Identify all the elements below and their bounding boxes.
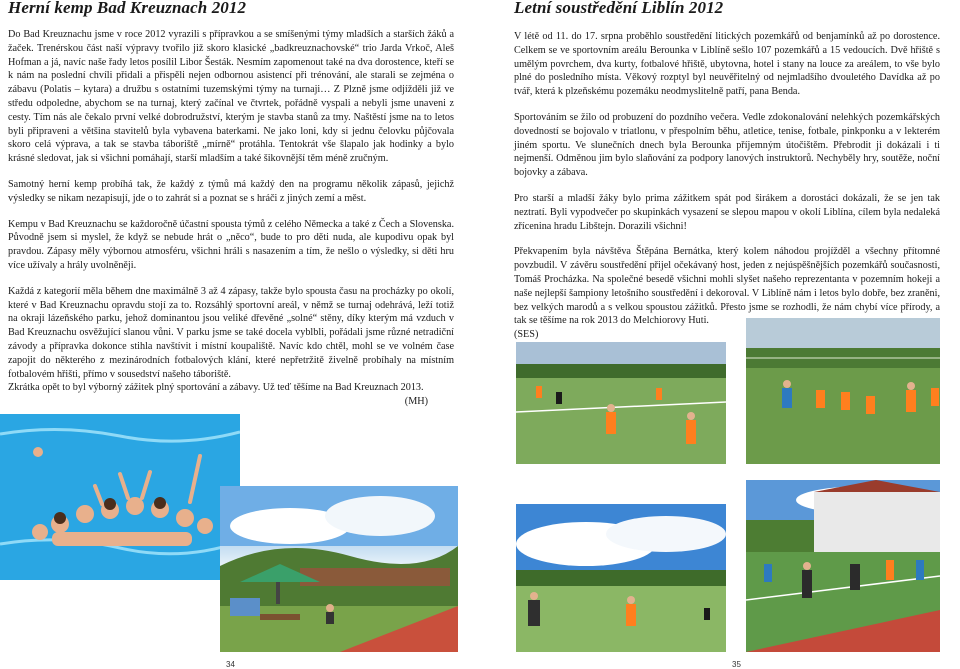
- left-paragraph-3: Kempu v Bad Kreuznachu se každoročně účastní spousta týmů z celého Německa a také z Čech a Slovenska. Původně jsem si myslel, že když se nebude hrát o „něco“, bude to pro děti nuda, ale kupodivu opak byl pravdou. Zápasy měly výbornou atmosféru, všichni hráli s nasazením a tím, že nešlo o výsledky, si děti hru více užívaly a hrály uvolněněji.: [8, 218, 454, 271]
- right-paragraph-2: Sportováním se žilo od probuzení do pozdního večera. Vedle zdokonalování nelehkých pozemkářských dovedností se bojovalo v triatlonu, v přespolním běhu, atletice, tenise, fotbale, pinkponku a v lekterém jiném sportu. Ve slunečních dnech byla Berounka příjemným útočištěm. Přebrodit ji dokázali i ti nejmenší. Odměnou jim bylo slaňování za podpory lanových instruktorů. Nechyběly hry, soutěže, noční bojovky a zábava.: [514, 111, 940, 179]
- left-signature: (MH): [404, 396, 428, 408]
- photo-court-building: [746, 480, 940, 652]
- left-paragraph-1: Do Bad Kreuznachu jsme v roce 2012 vyrazili s přípravkou a se smíšenými týmy mladších a starších žáků a žaček. Trenérskou část naší výpravy tvořilo již skoro klasické „badkreuznachovské“ trio Jarda Vrkoč, Aleš Hofman a já, navíc naše řady letos posílil Libor Šesták. Nesmím zapomenout také na dva dorostence, kteří se k nám na poslední chvíli přidali a přispěli nejen odbornou asistencí při trénování, ale starali se zejména o zábavu (Polatis – kytara) a družbu s ostatními tuzemskými týmy na turnaji… Z Plzně jsme odjížděli již ve středu odpoledne, abychom se na turnaj, který začínal ve čtvrtek, pořádně vyspali a nebyli jsme unaveni z cesty. Tím nás ale čekalo první velké dobrodružství, kterým je stavba stanů za tmy. Naštěstí jsme na to letos byli připraveni a většina stavitelů byla vybavena baterkami. Ne jako loni, kdy si jednu čelovku půjčovala skoro celá výprava, a tak se stavba táboriště „mírně“ protáhla. Tentokrát vše šlapalo jak hodinky a bylo krásné sledovat, jak si všichni pomáhají, starší mladším a také šikovnější těm méně zručným.: [8, 29, 454, 165]
- right-page-title: Letní soustředění Liblín 2012: [514, 0, 724, 17]
- left-paragraph-2: Samotný herní kemp probíhá tak, že každý z týmů má každý den na programu několik zápasů, jejichž výsledky se nikam nezapisují, jde o to zahrát si a poznat se s hráči z jiných zemí a měst.: [8, 178, 454, 204]
- field-clouds-illustration: [516, 504, 726, 652]
- right-paragraph-4: Překvapením byla návštěva Štěpána Bernátka, který kolem náhodou projížděl a všechny přítomné povzbudil. V závěru soustředění přijel očekávaný host, jeden z nejúspěšnějších pozemkářů současnosti, Tomáš Procházka. Na společné besedě všichni mohli slyšet našeho reprezentanta v pozemním hokeji a naše nejlepší šampiony letošního soustředění i dekoroval. V Liblíně nám i letos bylo dobře, bez zraněni, bez velkých marodů a s velkou spoustou zážitků. Přesto jsme se rozhodli, že nám chybí více přírody, a tak se těšíme na rok 2013 do Melchiorovy Huti.: [514, 246, 940, 327]
- right-page: [480, 0, 960, 668]
- photo-field-clouds: [516, 504, 726, 652]
- right-signature: (SES): [514, 329, 539, 341]
- photo-kids-in-pool: [0, 414, 240, 580]
- left-page: [0, 0, 480, 668]
- hockey-court-illustration-1: [516, 342, 726, 464]
- left-page-title: Herní kemp Bad Kreuznach 2012: [8, 0, 247, 17]
- left-paragraph-5: Zkrátka opět to byl výborný zážitek plný sportování a zábavy. Už teď těšíme na Bad Kreuznach 2013.: [8, 382, 424, 394]
- photo-hockey-training-1: [516, 342, 726, 464]
- hockey-court-illustration-2: [746, 318, 940, 464]
- campground-illustration: [220, 486, 458, 652]
- photo-campground: [220, 486, 458, 652]
- right-paragraph-1: V létě od 11. do 17. srpna proběhlo soustředění litických pozemkářů od benjamínků až po dorostence. Celkem se ve sportovním areálu Berounka v Liblíně sešlo 107 pozemkářů a 15 vedoucích. Dvě hřiště s umělým povrchem, dva kurty, fotbalové hřiště, ubytovna, hotel i stany na louce za areálem, to vše bylo plné do posledního místa. Věkový rozptyl byl neuvěřitelný od nejmladšího dvouletého Davídka až po tvář, která k plzeňskému pozemáku neodmyslitelně patří, pana Benda.: [514, 31, 940, 98]
- left-paragraph-4: Každá z kategorií měla během dne maximálně 3 až 4 zápasy, takže bylo spousta času na procházky po okolí, které v Bad Kreuznachu opravdu stojí za to. Rozsáhlý sportovní areál, v němž se turnaj odehrává, leží totiž na okraji lázeňského parku, jehož dominantou jsou veliké dřevěné „solné“ stěny, díky kterým má vzduch v Bad Kreuznachu osvěžující slanou vůni. V parku jsme se také docela vyblbli, pořádali jsme různé netradiční závody a přípravka dokonce stihla navštívit i místní koupaliště. Navíc kdo chtěl, mohl se ve volném čase zapojit do některého z mezinárodních fotbalových klání, které nepřetržitě živelně probíhaly na místním fotbalovém hřišti, přímo v sousedství našeho táboriště.: [8, 285, 454, 380]
- left-article-body: [8, 28, 454, 409]
- right-page-number: 35: [732, 660, 741, 669]
- left-page-number: 34: [226, 660, 235, 669]
- right-article-body: [514, 30, 940, 342]
- photo-hockey-training-2: [746, 318, 940, 464]
- pool-illustration: [0, 414, 240, 580]
- court-building-illustration: [746, 480, 940, 652]
- right-paragraph-3: Pro starší a mladší žáky bylo prima zážitkem spát pod širákem a dorostáci dokázali, že se jen tak neztratí. Byli vypodvečer po skupinkách vysazení se slepou mapou v okolí Liblína, cílem byla nedaleká zřícenina hradu Libštejn. Dorazili všichni!: [514, 192, 940, 232]
